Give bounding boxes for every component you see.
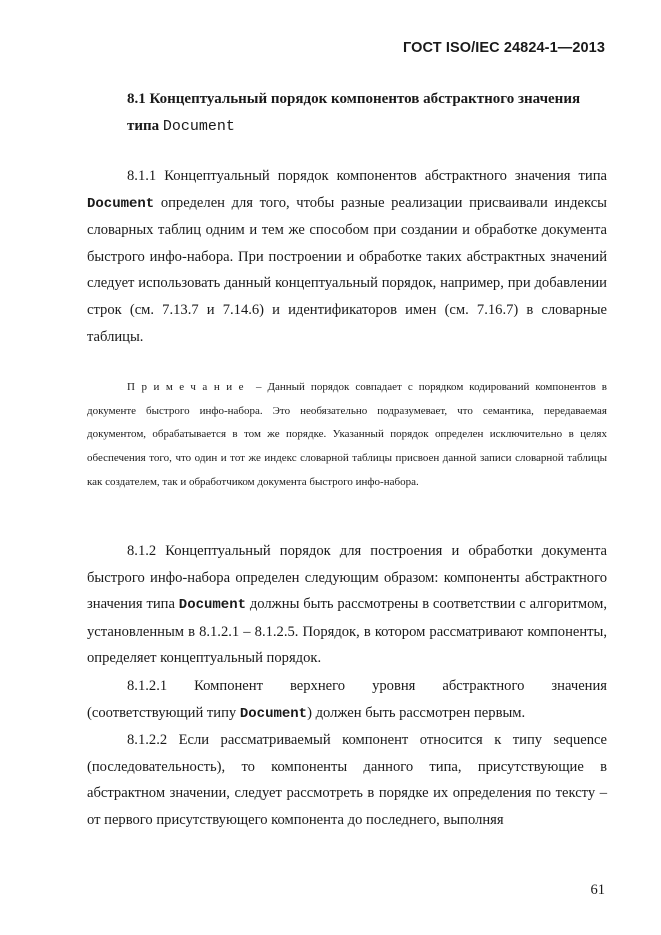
paragraph-8-1-1 xyxy=(87,163,607,350)
paragraph-8-1-1-code: Document xyxy=(87,195,155,212)
paragraph-8-1-2-end: должны быть рассмотрены в соответствии с алгоритмом, установленным в 8.1.2.1 – 8.1.2.5. Порядок, в котором рассматривают компоненты, определяет концептуальный порядок. xyxy=(87,596,607,667)
paragraph-8-1-1-start: 8.1.1 Концептуальный порядок компонентов абстрактного значения типа xyxy=(127,168,607,184)
section-heading-text: 8.1 Концептуальный порядок компонентов абстрактного значения типа xyxy=(127,91,581,134)
paragraph-8-1-2-1-start: 8.1.2.1 Компонент верхнего уровня абстрактного значения (соответствующий типу xyxy=(87,678,607,721)
paragraph-8-1-2-start: 8.1.2 Концептуальный порядок для построения и обработки документа быстрого инфо-набора определен следующим образом: компоненты абстрактного значения типа xyxy=(87,543,607,613)
section-heading xyxy=(127,86,607,140)
paragraph-8-1-1-end: определен для того, чтобы разные реализации присваивали индексы словарных таблиц одним и тем же способом при создании и обработке документа быстрого инфо-набора. При построении и обработке таких абстрактных значений следует использовать данный концептуальный порядок, например, при добавлении строк (см. 7.13.7 и 7.14.6) и идентификаторов имен (см. 7.16.7) в словарные таблицы. xyxy=(87,194,607,345)
note-block xyxy=(87,376,607,495)
document-header: ГОСТ ISO/IEC 24824-1—2013 xyxy=(403,40,605,56)
paragraph-8-1-2-code: Document xyxy=(178,597,247,614)
paragraph-8-1-2-1-end: ) должен быть рассмотрен первым. xyxy=(307,704,526,721)
paragraph-8-1-2-2: 8.1.2.2 Если рассматриваемый компонент относится к типу sequence (последовательность), то компоненты данного типа, присутствующие в абстрактном значении, следует рассмотреть в порядке их определения по тексту – от первого присутствующего компонента до последнего, выполняя xyxy=(87,732,607,828)
section-heading-code: Document xyxy=(162,118,235,135)
paragraph-8-1-2-1 xyxy=(87,673,607,727)
paragraph-8-1-2 xyxy=(87,538,607,672)
page-number: 61 xyxy=(590,882,605,898)
note-text: – Данный порядок совпадает с порядком кодирований компонентов в документе быстрого инфо-набора. Это необязательно подразумевает, что семантика, передаваемая документом, обрабатывается в том же порядке. Указанный порядок определен исключительно в целях обеспечения того, что один и тот же индекс словарной таблицы присвоен данной записи словарной таблицы как создателем, так и обработчиком документа быстрого инфо-набора. xyxy=(87,381,607,488)
note-label: Примечание xyxy=(127,381,250,393)
paragraph-8-1-2-1-code: Document xyxy=(239,705,308,722)
